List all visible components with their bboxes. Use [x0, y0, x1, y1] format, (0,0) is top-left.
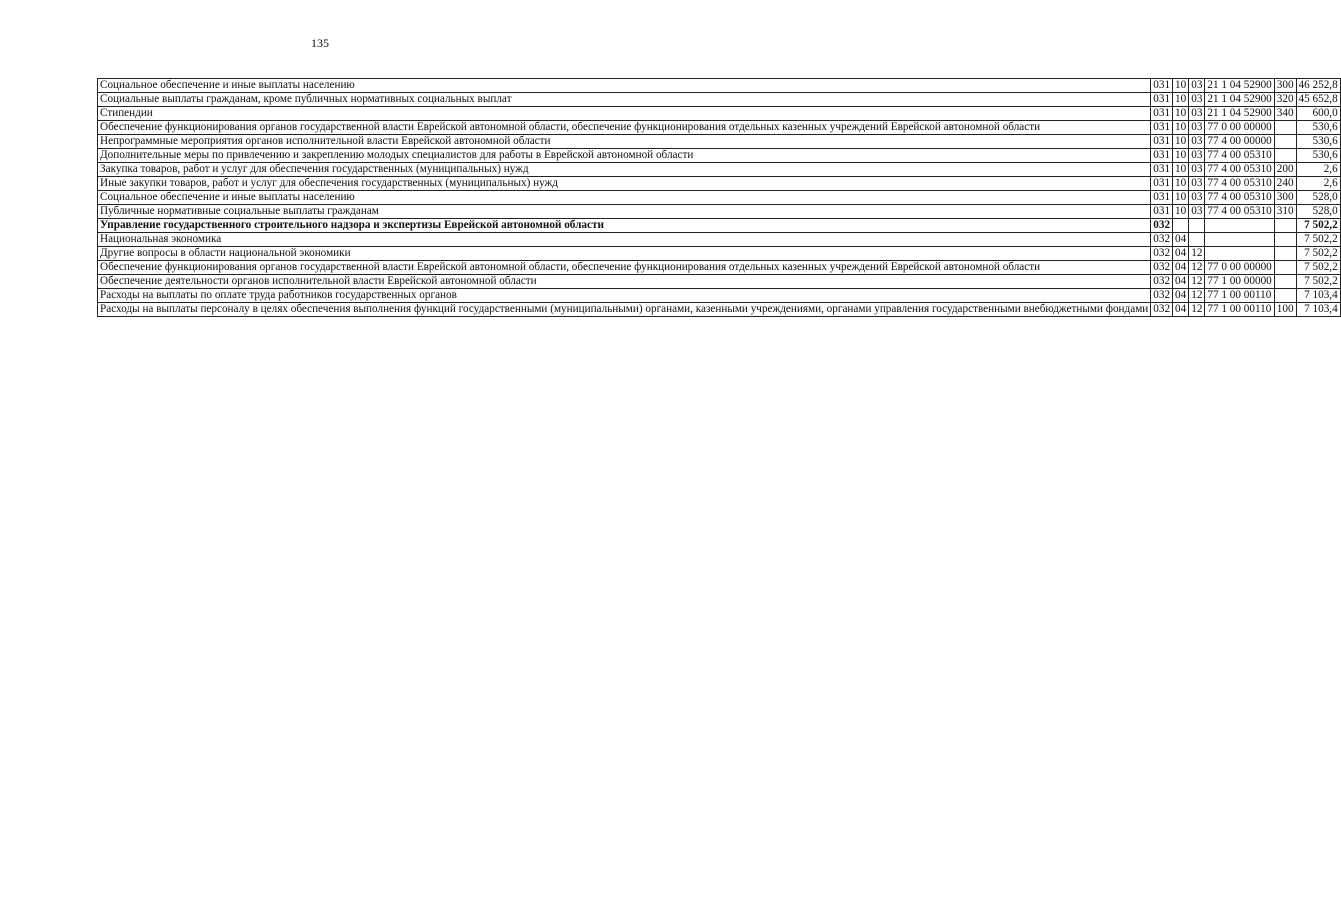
- item-name-cell: [98, 177, 1151, 191]
- item-name-cell: [98, 149, 1151, 163]
- subsection-code-cell: 03: [1189, 177, 1205, 191]
- expense-type-cell: [1274, 275, 1296, 289]
- grbs-code-cell: 031: [1151, 149, 1173, 163]
- grbs-code-cell: 031: [1151, 205, 1173, 219]
- grbs-code-cell: 032: [1151, 275, 1173, 289]
- section-code-cell: 04: [1173, 303, 1189, 317]
- subsection-code-cell: 03: [1189, 149, 1205, 163]
- target-article-cell: 77 1 00 00110: [1205, 303, 1274, 317]
- amount-cell: 530,6: [1296, 135, 1340, 149]
- subsection-code-cell: 03: [1189, 93, 1205, 107]
- section-code-cell: 10: [1173, 121, 1189, 135]
- amount-cell: 7 502,2: [1296, 219, 1340, 233]
- item-name: Социальное обеспечение и иные выплаты населению: [100, 191, 355, 203]
- target-article-cell: 77 4 00 05310: [1205, 205, 1274, 219]
- section-code-cell: 10: [1173, 93, 1189, 107]
- table-row: [98, 219, 1341, 233]
- grbs-code-cell: 032: [1151, 247, 1173, 261]
- item-name-cell: [98, 205, 1151, 219]
- item-name-cell: [98, 79, 1151, 93]
- expense-type-cell: 320: [1274, 93, 1296, 107]
- section-code-cell: 04: [1173, 275, 1189, 289]
- expense-type-cell: 100: [1274, 303, 1296, 317]
- page-number: 135: [311, 36, 329, 50]
- item-name-cell: [98, 135, 1151, 149]
- amount-cell: 2,6: [1296, 177, 1340, 191]
- grbs-code-cell: 032: [1151, 233, 1173, 247]
- subsection-code-cell: 03: [1189, 107, 1205, 121]
- section-code-cell: 10: [1173, 149, 1189, 163]
- target-article-cell: 77 4 00 05310: [1205, 163, 1274, 177]
- expense-type-cell: 310: [1274, 205, 1296, 219]
- subsection-code-cell: 12: [1189, 303, 1205, 317]
- target-article-cell: 77 1 00 00110: [1205, 289, 1274, 303]
- item-name: Дополнительные меры по привлечению и закреплению молодых специалистов для работы в Еврейской автономной области: [100, 149, 694, 161]
- target-article-cell: 21 1 04 52900: [1205, 93, 1274, 107]
- subsection-code-cell: 03: [1189, 205, 1205, 219]
- subsection-code-cell: 03: [1189, 135, 1205, 149]
- table-row: [98, 149, 1341, 163]
- section-code-cell: 10: [1173, 205, 1189, 219]
- amount-cell: 2,6: [1296, 163, 1340, 177]
- expense-type-cell: [1274, 121, 1296, 135]
- item-name: Публичные нормативные социальные выплаты гражданам: [100, 205, 379, 217]
- item-name-cell: [98, 107, 1151, 121]
- item-name: Социальные выплаты гражданам, кроме публичных нормативных социальных выплат: [100, 93, 512, 105]
- section-code-cell: 04: [1173, 289, 1189, 303]
- expense-type-cell: [1274, 219, 1296, 233]
- expense-type-cell: 200: [1274, 163, 1296, 177]
- subsection-code-cell: 12: [1189, 275, 1205, 289]
- expense-type-cell: [1274, 149, 1296, 163]
- subsection-code-cell: 03: [1189, 191, 1205, 205]
- table-row: [98, 261, 1341, 275]
- item-name-cell: [98, 233, 1151, 247]
- amount-cell: 7 502,2: [1296, 261, 1340, 275]
- table-row: [98, 79, 1341, 93]
- amount-cell: 45 652,8: [1296, 93, 1340, 107]
- item-name: Непрограммные мероприятия органов исполнительной власти Еврейской автономной области: [100, 135, 551, 147]
- target-article-cell: 21 1 04 52900: [1205, 79, 1274, 93]
- item-name: Другие вопросы в области национальной экономики: [100, 247, 351, 259]
- item-name-cell: [98, 303, 1151, 317]
- table-row: [98, 191, 1341, 205]
- subsection-code-cell: 12: [1189, 289, 1205, 303]
- item-name: Обеспечение функционирования органов государственной власти Еврейской автономной области, обеспечение функционирования отдельных казенных учреждений Еврейской автономной области: [100, 121, 1041, 133]
- grbs-code-cell: 032: [1151, 303, 1173, 317]
- target-article-cell: [1205, 233, 1274, 247]
- item-name-cell: [98, 163, 1151, 177]
- budget-table: [97, 78, 1341, 317]
- item-name-cell: [98, 261, 1151, 275]
- amount-cell: 528,0: [1296, 191, 1340, 205]
- section-code-cell: 10: [1173, 135, 1189, 149]
- table-row: [98, 303, 1341, 317]
- table-row: [98, 177, 1341, 191]
- table-row: [98, 247, 1341, 261]
- amount-cell: 530,6: [1296, 121, 1340, 135]
- item-name-cell: [98, 219, 1151, 233]
- item-name-cell: [98, 289, 1151, 303]
- grbs-code-cell: 031: [1151, 93, 1173, 107]
- table-row: [98, 135, 1341, 149]
- section-code-cell: [1173, 219, 1189, 233]
- amount-cell: 7 502,2: [1296, 275, 1340, 289]
- section-code-cell: 04: [1173, 261, 1189, 275]
- item-name: Управление государственного строительного надзора и экспертизы Еврейской автономной области: [100, 219, 604, 231]
- expense-type-cell: [1274, 261, 1296, 275]
- grbs-code-cell: 031: [1151, 121, 1173, 135]
- subsection-code-cell: 12: [1189, 247, 1205, 261]
- grbs-code-cell: 031: [1151, 79, 1173, 93]
- target-article-cell: [1205, 247, 1274, 261]
- grbs-code-cell: 031: [1151, 177, 1173, 191]
- section-code-cell: 10: [1173, 79, 1189, 93]
- target-article-cell: 77 4 00 05310: [1205, 177, 1274, 191]
- target-article-cell: 21 1 04 52900: [1205, 107, 1274, 121]
- item-name-cell: [98, 191, 1151, 205]
- section-code-cell: 10: [1173, 191, 1189, 205]
- expense-type-cell: [1274, 233, 1296, 247]
- expense-type-cell: 340: [1274, 107, 1296, 121]
- grbs-code-cell: 032: [1151, 219, 1173, 233]
- amount-cell: 7 502,2: [1296, 247, 1340, 261]
- subsection-code-cell: 03: [1189, 121, 1205, 135]
- subsection-code-cell: 03: [1189, 163, 1205, 177]
- target-article-cell: 77 0 00 00000: [1205, 261, 1274, 275]
- table-row: [98, 107, 1341, 121]
- expense-type-cell: [1274, 135, 1296, 149]
- table-row: [98, 289, 1341, 303]
- item-name: Иные закупки товаров, работ и услуг для обеспечения государственных (муниципальных) нужд: [100, 177, 558, 189]
- table-row: [98, 121, 1341, 135]
- item-name: Стипендии: [100, 107, 153, 119]
- item-name-cell: [98, 93, 1151, 107]
- amount-cell: 600,0: [1296, 107, 1340, 121]
- target-article-cell: 77 4 00 00000: [1205, 135, 1274, 149]
- expense-type-cell: [1274, 247, 1296, 261]
- grbs-code-cell: 031: [1151, 135, 1173, 149]
- expense-type-cell: [1274, 289, 1296, 303]
- item-name: Обеспечение функционирования органов государственной власти Еврейской автономной области, обеспечение функционирования отдельных казенных учреждений Еврейской автономной области: [100, 261, 1041, 273]
- grbs-code-cell: 031: [1151, 163, 1173, 177]
- expense-type-cell: 300: [1274, 79, 1296, 93]
- table-row: [98, 275, 1341, 289]
- amount-cell: 46 252,8: [1296, 79, 1340, 93]
- section-code-cell: 10: [1173, 177, 1189, 191]
- amount-cell: 7 103,4: [1296, 303, 1340, 317]
- grbs-code-cell: 032: [1151, 289, 1173, 303]
- section-code-cell: 10: [1173, 107, 1189, 121]
- target-article-cell: 77 1 00 00000: [1205, 275, 1274, 289]
- item-name: Социальное обеспечение и иные выплаты населению: [100, 79, 355, 91]
- section-code-cell: 04: [1173, 233, 1189, 247]
- expense-type-cell: 300: [1274, 191, 1296, 205]
- grbs-code-cell: 031: [1151, 107, 1173, 121]
- subsection-code-cell: 12: [1189, 261, 1205, 275]
- item-name-cell: [98, 121, 1151, 135]
- table-row: [98, 205, 1341, 219]
- target-article-cell: 77 4 00 05310: [1205, 149, 1274, 163]
- grbs-code-cell: 032: [1151, 261, 1173, 275]
- item-name-cell: [98, 247, 1151, 261]
- target-article-cell: 77 4 00 05310: [1205, 191, 1274, 205]
- expense-type-cell: 240: [1274, 177, 1296, 191]
- target-article-cell: 77 0 00 00000: [1205, 121, 1274, 135]
- item-name: Национальная экономика: [100, 233, 222, 245]
- table-row: [98, 163, 1341, 177]
- target-article-cell: [1205, 219, 1274, 233]
- amount-cell: 7 502,2: [1296, 233, 1340, 247]
- item-name-cell: [98, 275, 1151, 289]
- item-name: Расходы на выплаты персоналу в целях обеспечения выполнения функций государственными (муниципальными) органами, казенными учреждениями, органами управления государственными внебюджетными фондами: [100, 303, 1149, 315]
- item-name: Расходы на выплаты по оплате труда работников государственных органов: [100, 289, 457, 301]
- subsection-code-cell: [1189, 219, 1205, 233]
- item-name: Обеспечение деятельности органов исполнительной власти Еврейской автономной области: [100, 275, 537, 287]
- amount-cell: 530,6: [1296, 149, 1340, 163]
- grbs-code-cell: 031: [1151, 191, 1173, 205]
- section-code-cell: 04: [1173, 247, 1189, 261]
- amount-cell: 7 103,4: [1296, 289, 1340, 303]
- table-row: [98, 233, 1341, 247]
- section-code-cell: 10: [1173, 163, 1189, 177]
- subsection-code-cell: 03: [1189, 79, 1205, 93]
- item-name: Закупка товаров, работ и услуг для обеспечения государственных (муниципальных) нужд: [100, 163, 529, 175]
- table-row: [98, 93, 1341, 107]
- subsection-code-cell: [1189, 233, 1205, 247]
- amount-cell: 528,0: [1296, 205, 1340, 219]
